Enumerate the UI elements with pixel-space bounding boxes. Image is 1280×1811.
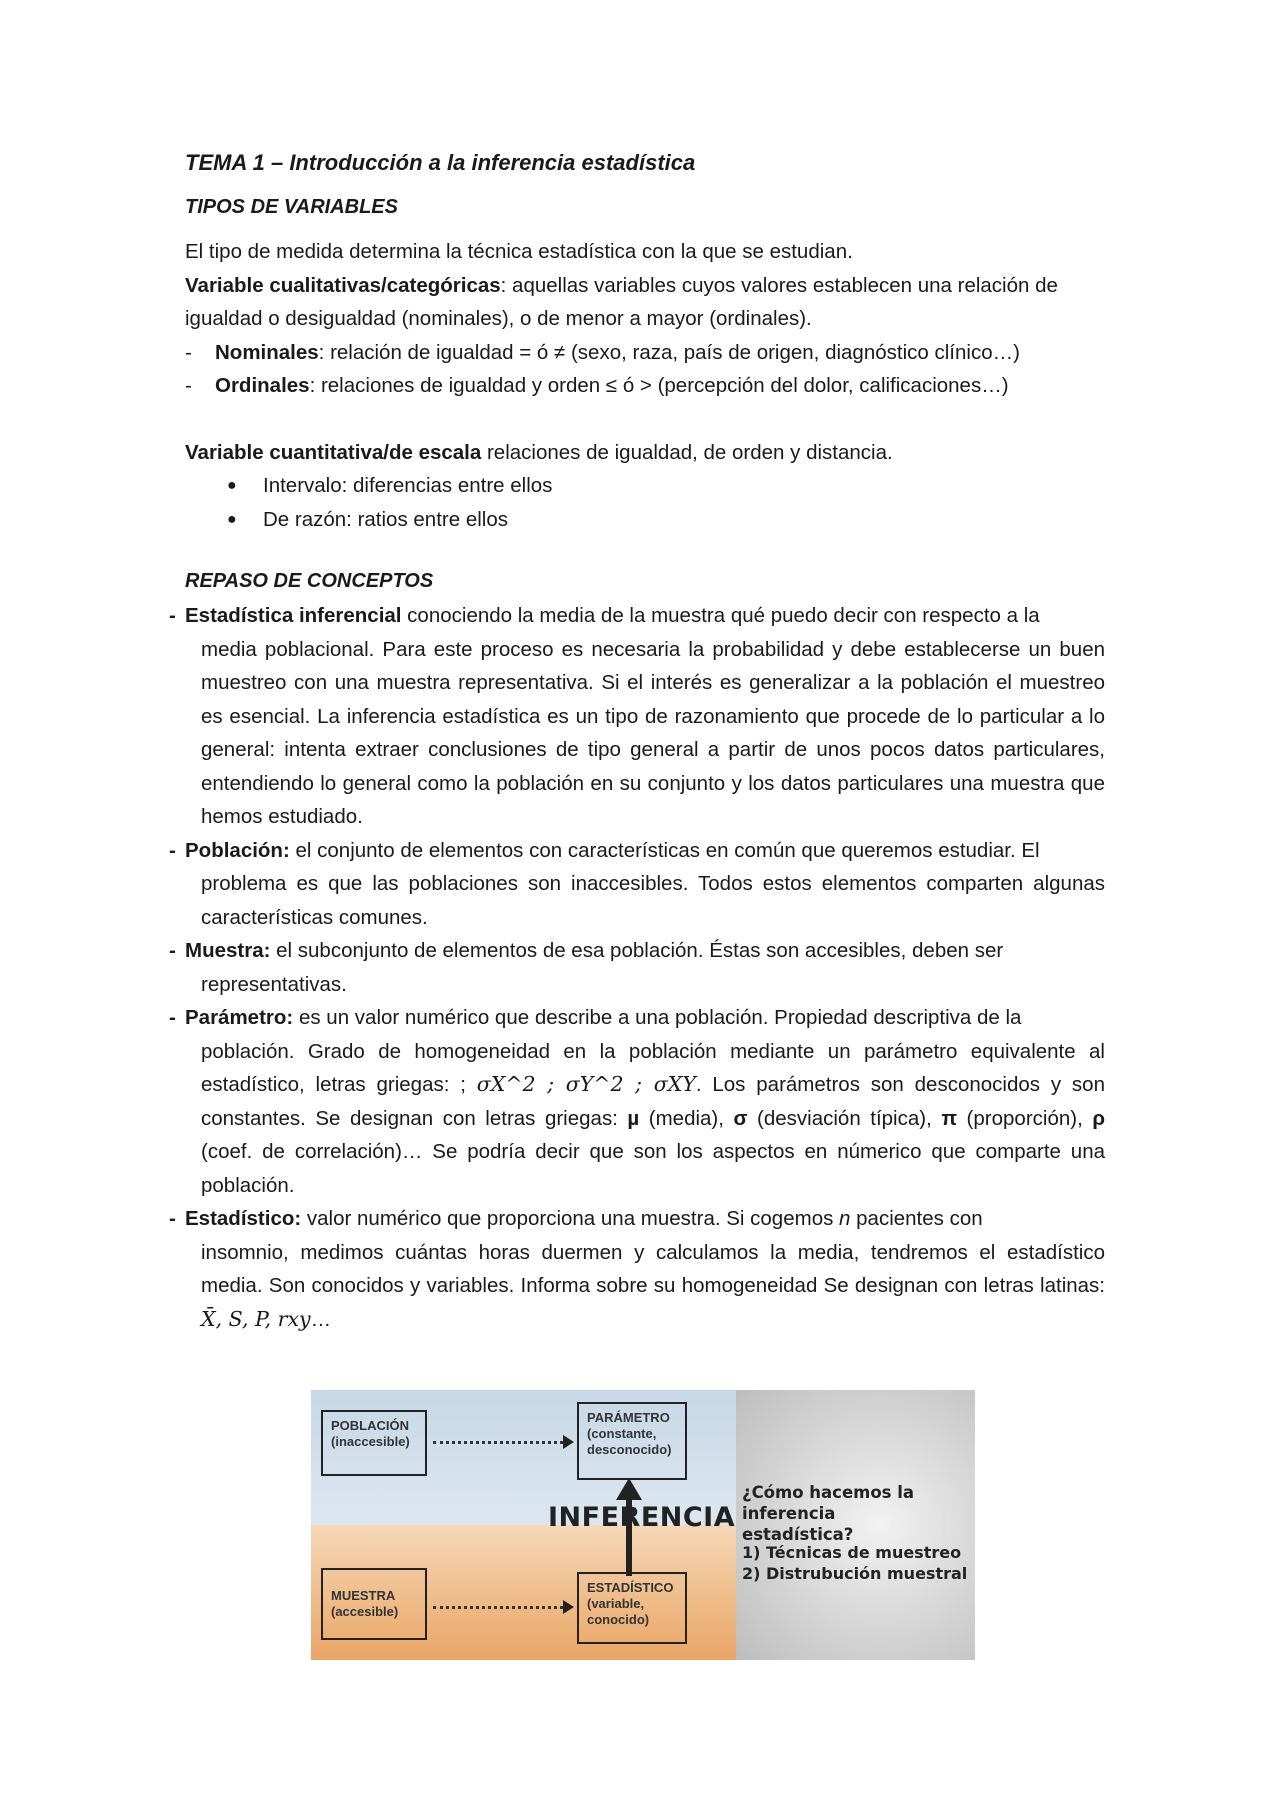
concept-muestra bbox=[169, 934, 1105, 1001]
parametro-box bbox=[577, 1402, 687, 1480]
poblacion-term: Población: bbox=[185, 838, 290, 862]
section-heading-tipos: TIPOS DE VARIABLES bbox=[185, 196, 398, 218]
muestra-label: MUESTRA bbox=[331, 1588, 396, 1603]
poblacion-label: POBLACIÓN bbox=[331, 1418, 409, 1433]
inference-diagram bbox=[311, 1390, 975, 1660]
muestra-text-rest: representativas. bbox=[201, 972, 347, 996]
estadistico-label: ESTADÍSTICO bbox=[587, 1580, 674, 1595]
muestra-box bbox=[321, 1568, 427, 1640]
inferencial-term: Estadística inferencial bbox=[185, 604, 402, 627]
inferencia-label: INFERENCIA bbox=[548, 1502, 736, 1533]
estadistico-box bbox=[577, 1572, 687, 1644]
mu-text: (media), bbox=[639, 1106, 734, 1130]
inferencial-text-rest: media poblacional. Para este proceso es necesaria la probabilidad y debe establecerse un buen muestreo con una muestra representativa. Si el interés es generalizar a la población el muestreo es esencial. La inferencia estadística es un tipo de razonamiento que procede de lo particular a lo general: intenta extraer conclusiones de tipo general a partir de unos pocos datos particulares, entendiendo lo general como la población en su conjunto y los datos particulares una muestra que hemos estudiado. bbox=[201, 637, 1105, 828]
sigma-text: (desviación típica), bbox=[747, 1106, 942, 1130]
concept-parametro bbox=[169, 1001, 1105, 1202]
intervalo-text: Intervalo: diferencias entre ellos bbox=[263, 474, 553, 497]
estadistico-text-b: … bbox=[310, 1307, 332, 1331]
dash-marker: - bbox=[169, 1207, 176, 1230]
concept-poblacion bbox=[169, 834, 1105, 935]
step-2: 2) Distrubución muestral bbox=[742, 1564, 968, 1583]
estadistico-text-first: valor numérico que proporciona una muestra. Si cogemos bbox=[301, 1207, 840, 1230]
dash-marker: - bbox=[169, 1006, 176, 1029]
section-heading-repaso: REPASO DE CONCEPTOS bbox=[185, 570, 434, 592]
bullet-marker: ● bbox=[227, 510, 237, 528]
arrowhead-bottom bbox=[563, 1600, 574, 1614]
rho-symbol: ρ bbox=[1092, 1106, 1105, 1130]
parametro-text-rest bbox=[185, 1035, 1105, 1203]
parametro-label: PARÁMETRO bbox=[587, 1410, 670, 1425]
n-variable: n bbox=[839, 1207, 851, 1230]
question-text: ¿Cómo hacemos la inferencia estadística? bbox=[742, 1483, 915, 1544]
nominales-term: Nominales bbox=[215, 340, 319, 364]
parametro-term: Parámetro: bbox=[185, 1006, 294, 1029]
ordinales-term: Ordinales bbox=[215, 374, 310, 397]
muestra-sub: (accesible) bbox=[331, 1604, 399, 1619]
intervalo-item bbox=[185, 469, 1105, 503]
inferencial-text-first: conociendo la media de la muestra qué puedo decir con respecto a la bbox=[401, 604, 1040, 627]
dash-marker: - bbox=[169, 604, 176, 627]
steps-list bbox=[742, 1542, 967, 1584]
sigma-symbol: σ bbox=[733, 1106, 748, 1130]
dash-marker: - bbox=[169, 939, 176, 962]
pi-text: (proporción), bbox=[957, 1106, 1093, 1130]
dash-marker: - bbox=[185, 340, 192, 364]
dash-marker: - bbox=[169, 838, 176, 862]
ordinales-text: : relaciones de igualdad y orden ≤ ó > (percepción del dolor, calificaciones…) bbox=[309, 374, 1009, 397]
cuantitativa-term: Variable cuantitativa/de escala bbox=[185, 440, 482, 464]
razon-text: De razón: ratios entre ellos bbox=[263, 507, 508, 531]
parametro-text-first: es un valor numérico que describe a una población. Propiedad descriptiva de la bbox=[293, 1006, 1022, 1029]
poblacion-text-first: el conjunto de elementos con características en común que queremos estudiar. El bbox=[289, 838, 1040, 862]
nominales-item bbox=[185, 336, 1105, 370]
estadistico-sub: (variable, conocido) bbox=[587, 1596, 650, 1627]
mu-symbol: µ bbox=[627, 1106, 640, 1130]
document-title: TEMA 1 – Introducción a la inferencia estadística bbox=[185, 150, 696, 175]
razon-item bbox=[185, 503, 1105, 537]
parametro-math: σX^2 ; σY^2 ; σXY bbox=[476, 1072, 696, 1096]
inference-arrowhead bbox=[616, 1478, 642, 1500]
bullet-marker: ● bbox=[227, 477, 237, 494]
dotted-arrow-bottom bbox=[433, 1606, 563, 1609]
estadistico-math: X̄, S, P, rxy bbox=[201, 1306, 311, 1331]
dash-marker: - bbox=[185, 374, 192, 397]
estadistico-text-a: insomnio, medimos cuántas horas duermen y calculamos la media, tendremos el estadístico media. Son conocidos y variables. Informa sobre su homogeneidad Se designan con letras latinas: bbox=[201, 1240, 1105, 1297]
cuantitativa-text: relaciones de igualdad, de orden y distancia. bbox=[481, 440, 893, 464]
parametro-text-b: . Los parámetros son desconocidos y son constantes. Se designan con letras griegas: bbox=[201, 1073, 1105, 1130]
tipos-intro: El tipo de medida determina la técnica estadística con la que se estudian. bbox=[185, 240, 853, 263]
parametro-text-a: población. Grado de homogeneidad en la población mediante un parámetro equivalente al estadístico, letras griegas: ; bbox=[201, 1039, 1105, 1096]
muestra-term: Muestra: bbox=[185, 939, 271, 962]
concept-estadistico bbox=[169, 1202, 1105, 1336]
cualitativas-paragraph bbox=[185, 269, 1105, 336]
muestra-text-first: el subconjunto de elementos de esa población. Éstas son accesibles, deben ser bbox=[270, 939, 1004, 962]
concepts-list bbox=[169, 599, 1105, 1336]
cuantitativa-paragraph bbox=[185, 436, 1105, 470]
cualitativas-text: : aquellas variables cuyos valores establecen una relación de igualdad o desigualdad (nominales), o de menor a mayor (ordinales). bbox=[185, 273, 1058, 330]
document-page bbox=[169, 150, 1105, 1336]
ordinales-item bbox=[185, 369, 1105, 403]
rho-text: (coef. de correlación)… Se podría decir que son los aspectos en númerico que comparte una población. bbox=[201, 1140, 1105, 1197]
arrowhead-top bbox=[563, 1435, 574, 1449]
poblacion-text-rest: problema es que las poblaciones son inaccesibles. Todos estos elementos comparten algunas características comunes. bbox=[201, 872, 1105, 929]
cualitativas-term: Variable cualitativas/categóricas bbox=[185, 273, 501, 297]
nominales-text: : relación de igualdad = ó ≠ (sexo, raza, país de origen, diagnóstico clínico…) bbox=[318, 340, 1020, 364]
dotted-arrow-top bbox=[433, 1441, 563, 1444]
estadistico-text-first-b: pacientes con bbox=[850, 1207, 983, 1230]
estadistico-term: Estadístico: bbox=[185, 1207, 302, 1230]
poblacion-box bbox=[321, 1410, 427, 1476]
concept-inferencial bbox=[169, 599, 1105, 834]
pi-symbol: π bbox=[941, 1106, 958, 1130]
parametro-sub: (constante, desconocido) bbox=[587, 1426, 672, 1457]
estadistico-text-rest bbox=[185, 1236, 1105, 1337]
step-1: 1) Técnicas de muestreo bbox=[742, 1543, 962, 1562]
poblacion-sub: (inaccesible) bbox=[331, 1434, 410, 1449]
